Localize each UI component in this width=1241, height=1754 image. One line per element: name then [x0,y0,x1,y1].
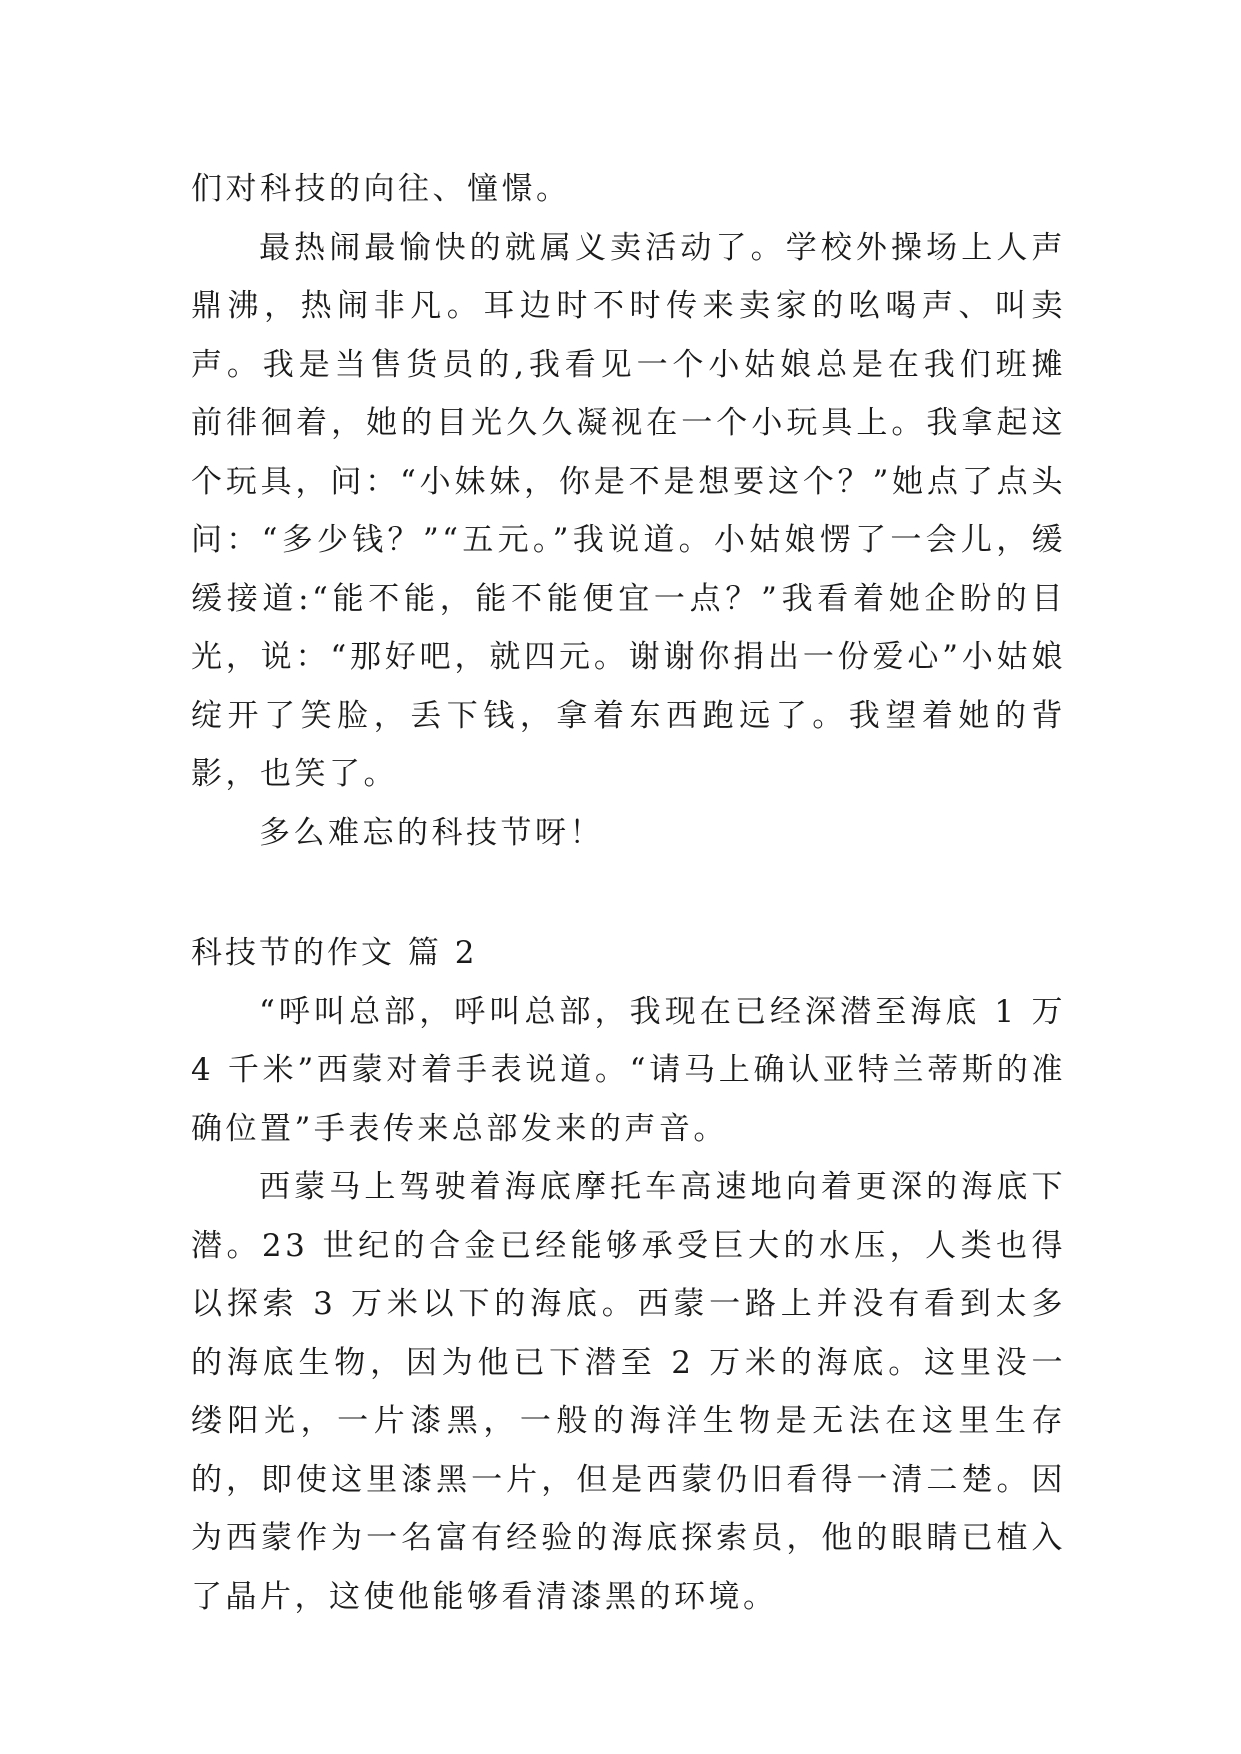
paragraph-closing: 多么难忘的科技节呀！ [259,814,604,851]
paragraph-deep-sea: 西蒙马上驾驶着海底摩托车高速地向着更深的海底下潜。23 世纪的合金已经能够承受巨大的水压，人类也得以探索 3 万米以下的海底。西蒙一路上并没有看到太多的海底生物，因为他已下潜至 2 万米的海底。这里没一缕阳光，一片漆黑，一般的海洋生物是无法在这里生存的，即使这里漆黑一片，但是西蒙仍旧看得一清二楚。因为西蒙作为一名富有经验的海底探索员，他的眼睛已植入了晶片，这使他能够看清漆黑的环境。 [191,1169,1066,1615]
document-body [191,160,1066,1626]
paragraph-charity-sale: 最热闹最愉快的就属义卖活动了。学校外操场上人声鼎沸，热闹非凡。耳边时不时传来卖家的吆喝声、叫卖声。我是当售货员的,我看见一个小姑娘总是在我们班摊前徘徊着，她的目光久久凝视在一个小玩具上。我拿起这个玩具，问：“小妹妹，你是不是想要这个？”她点了点头问：“多少钱？”“五元。”我说道。小姑娘愣了一会儿，缓缓接道:“能不能，能不能便宜一点？”我看着她企盼的目光，说：“那好吧，就四元。谢谢你捐出一份爱心”小姑娘绽开了笑脸，丢下钱，拿着东西跑远了。我望着她的背影，也笑了。 [191,229,1066,792]
paragraph-continuation: 们对科技的向往、憧憬。 [191,171,571,207]
essay-heading: 科技节的作文 篇 2 [191,935,478,971]
paragraph-intro: “呼叫总部，呼叫总部，我现在已经深潜至海底 1 万 4 千米”西蒙对着手表说道。“请马上确认亚特兰蒂斯的准确位置”手表传来总部发来的声音。 [191,993,1066,1147]
